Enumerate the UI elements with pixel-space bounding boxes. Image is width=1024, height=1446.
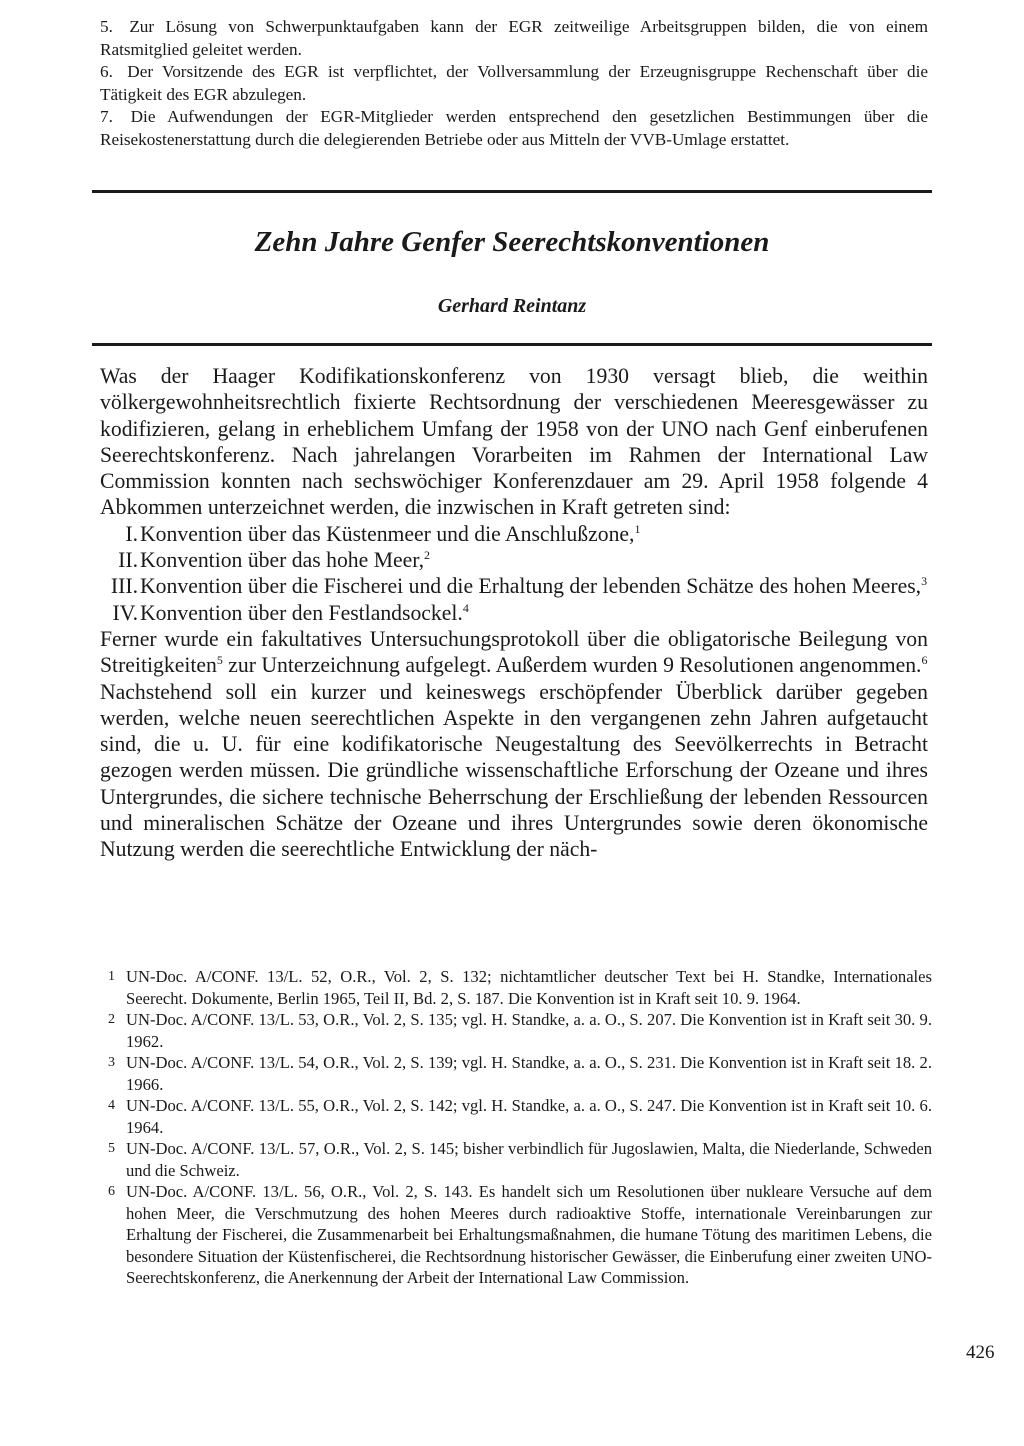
section-divider [92,190,932,193]
overview-paragraph: Nachstehend soll ein kurzer und keineswegs erschöpfender Überblick darüber gegeben werden, welche neuen seerechtlichen Aspekte in den vergangenen zehn Jahren aufgetaucht sind, die u. U. für eine kodifikatorische Neugestaltung des Seevölkerrechts in Betracht gezogen werden müssen. Die gründliche wissenschaftliche Erforschung der Ozeane und ihres Untergrundes, die sichere technische Beherrschung der Erschließung der lebenden Ressourcen und mineralischen Schätze der Ozeane und ihres Untergrundes sowie deren ökonomische Nutzung werden die seerechtliche Entwicklung der näch- [100,679,928,862]
footnote-text: UN-Doc. A/CONF. 13/L. 55, O.R., Vol. 2, S. 142; vgl. H. Standke, a. a. O., S. 247. Die Konvention ist in Kraft seit 10. 6. 1964. [126,1096,932,1137]
convention-item [100,573,928,599]
list-item-number: 7. [100,107,113,127]
list-item [100,16,928,61]
article-title: Zehn Jahre Genfer Seerechtskonventionen [254,226,770,258]
footnote [108,966,932,1009]
footnote-text: UN-Doc. A/CONF. 13/L. 56, O.R., Vol. 2, S. 143. Es handelt sich um Resolutionen über nukleare Versuche auf dem hohen Meer, die Verschmutzung des hohen Meeres durch radioaktive Stoffe, internationale Vereinbarungen zur Erhaltung der Fischerei, die Zusammenarbeit bei Erhaltungsmaßnahmen, die humane Tötung des maritimen Lebens, die besondere Situation der Küstenfischerei, die Rechtsordnung historischer Gewässer, die Einberufung einer zweiten UNO-Seerechtskonferenz, die Anerkennung der Arbeit der International Law Commission. [126,1182,932,1287]
list-item-number: 6. [100,62,113,82]
convention-text: Konvention über das Küstenmeer und die Anschlußzone, [140,521,635,546]
paragraph-text: zur Unterzeichnung aufgelegt. Außerdem wurden 9 Resolutionen angenommen. [222,653,922,678]
page-number: 426 [966,1342,995,1363]
previous-section-list [100,16,928,152]
footnote-ref: 3 [921,574,928,589]
intro-paragraph: Was der Haager Kodifikationskonferenz von 1930 versagt blieb, die weithin völkergewohnheitsrechtlich fixierte Rechtsordnung der verschiedenen Meeresgewässer zu kodifizieren, gelang in erheblichem Umfang der 1958 von der UNO nach Genf einberufenen Seerechtskonferenz. Nach jahrelangen Vorarbeiten im Rahmen der International Law Commission konnten nach sechswöchiger Konferenzdauer am 29. April 1958 folgende 4 Abkommen unterzeichnet werden, die inzwischen in Kraft getreten sind: [100,364,928,520]
footnote-number: 3 [108,1055,115,1070]
footnote [108,1009,932,1052]
footnote-text: UN-Doc. A/CONF. 13/L. 57, O.R., Vol. 2, S. 145; bisher verbindlich für Jugoslawien, Malta, die Niederlande, Schweden und die Schweiz. [126,1139,932,1180]
footnote [108,1138,932,1181]
footnote-number: 2 [108,1012,115,1027]
footnote-ref: 6 [921,653,928,668]
footnote [108,1095,932,1138]
footnote [108,1052,932,1095]
list-item-number: 5. [100,17,113,36]
footnote-ref: 1 [634,521,641,536]
footnote-number: 5 [108,1141,115,1156]
protocol-paragraph [100,626,928,679]
footnote-number: 6 [108,1184,115,1199]
footnote-text: UN-Doc. A/CONF. 13/L. 53, O.R., Vol. 2, S. 135; vgl. H. Standke, a. a. O., S. 207. Die Konvention ist in Kraft seit 30. 9. 1962. [126,1010,932,1051]
convention-text: Konvention über die Fischerei und die Erhaltung der lebenden Schätze des hohen Meeres, [140,574,922,599]
convention-numeral: I. [125,521,138,546]
convention-numeral: III. [110,574,138,599]
article-author: Gerhard Reintanz [437,295,587,317]
list-item [100,106,928,151]
footnote-ref: 4 [462,600,469,615]
paragraph-text: Ferner wurde ein fakultatives Untersuchungsprotokoll über die obligatorische Beilegung von Streitigkeiten [100,626,928,678]
footnote-number: 4 [108,1098,115,1113]
convention-item [100,547,928,573]
footnote-ref: 5 [216,653,223,668]
list-item-text: Die Aufwendungen der EGR-Mitglieder werden entsprechend den gesetzlichen Bestimmungen über die Reisekostenerstattung durch die delegierenden Betriebe oder aus Mitteln der VVB-Umlage erstattet. [100,107,929,149]
convention-text: Konvention über den Festlandsockel. [140,600,463,625]
footnotes [108,966,932,1289]
convention-text: Konvention über das hohe Meer, [140,548,425,573]
convention-item [100,521,928,547]
list-item-text: Der Vorsitzende des EGR ist verpflichtet, der Vollversammlung der Erzeugnisgruppe Rechenschaft über die Tätigkeit des EGR abzulegen. [100,62,929,104]
list-item-text: Zur Lösung von Schwerpunktaufgaben kann der EGR zeitweilige Arbeitsgruppen bilden, die von einem Ratsmitglied geleitet werden. [100,17,929,59]
convention-item [100,600,928,626]
article-body [100,363,928,863]
footnote [108,1181,932,1289]
convention-numeral: IV. [112,600,138,625]
list-item [100,61,928,106]
footnote-number: 1 [108,969,115,984]
footnote-ref: 2 [424,548,431,563]
footnote-text: UN-Doc. A/CONF. 13/L. 52, O.R., Vol. 2, S. 132; nichtamtlicher deutscher Text bei H. Standke, Internationales Seerecht. Dokumente, Berlin 1965, Teil II, Bd. 2, S. 187. Die Konvention ist in Kraft seit 10. 9. 1964. [126,967,932,1008]
title-divider [92,343,932,346]
footnote-text: UN-Doc. A/CONF. 13/L. 54, O.R., Vol. 2, S. 139; vgl. H. Standke, a. a. O., S. 231. Die Konvention ist in Kraft seit 18. 2. 1966. [126,1053,932,1094]
convention-numeral: II. [118,548,138,573]
